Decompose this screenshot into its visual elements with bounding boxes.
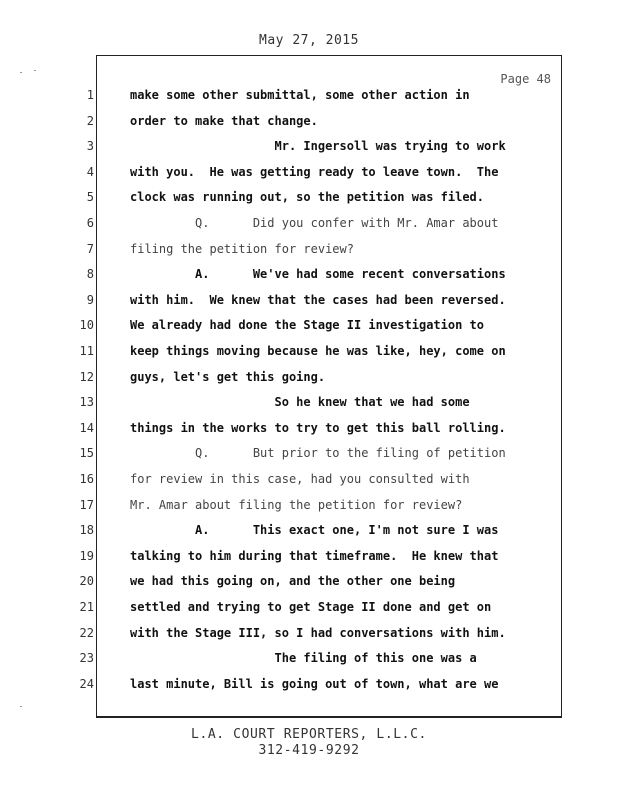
line-number: 7 (86, 241, 94, 256)
transcript-line: order to make that change. (130, 113, 318, 128)
transcript-line: Q. Did you confer with Mr. Amar about (130, 216, 499, 230)
line-number: 10 (79, 318, 94, 333)
line-number: 15 (79, 446, 94, 461)
line-number: 2 (86, 113, 94, 128)
line-number: 20 (79, 574, 94, 589)
line-number: 21 (79, 600, 94, 614)
transcript-line: things in the works to try to get this ball rolling. (130, 420, 506, 435)
transcript-line: talking to him during that timeframe. He knew that (130, 548, 499, 563)
transcript-line: with the Stage III, so I had conversations with him. (130, 625, 506, 640)
transcript-line: guys, let's get this going. (130, 369, 326, 384)
line-number: 1 (86, 88, 94, 102)
line-number: 12 (79, 369, 94, 384)
line-number: 5 (86, 190, 94, 205)
transcript-line: for review in this case, had you consulted with (130, 472, 470, 486)
transcript-line: Mr. Amar about filing the petition for review? (130, 497, 463, 512)
transcript-line: So he knew that we had some (130, 395, 470, 410)
scan-speck (20, 72, 22, 73)
line-number: 4 (86, 164, 94, 179)
line-number: 23 (79, 651, 94, 666)
line-number: 13 (79, 395, 94, 410)
transcript-line: keep things moving because he was like, hey, come on (130, 344, 506, 358)
transcript-line: last minute, Bill is going out of town, what are we (130, 676, 499, 691)
page-number: Page 48 (500, 72, 551, 86)
transcript-line: Mr. Ingersoll was trying to work (130, 139, 506, 154)
line-number: 18 (79, 523, 94, 538)
line-number: 19 (79, 548, 94, 563)
transcript-line: with you. He was getting ready to leave town. The (130, 164, 499, 179)
line-number: 16 (79, 472, 94, 486)
line-number: 14 (79, 420, 94, 435)
transcript-line: A. We've had some recent conversations (130, 267, 506, 282)
transcript-line: clock was running out, so the petition was filed. (130, 190, 485, 205)
transcript-line: filing the petition for review? (130, 241, 354, 256)
transcript-page-frame (96, 55, 562, 718)
footer-phone: 312-419-9292 (258, 743, 360, 758)
line-number: 6 (86, 216, 94, 230)
header-date: May 27, 2015 (259, 33, 359, 48)
transcript-line: settled and trying to get Stage II done and get on (130, 600, 492, 614)
line-number: 9 (86, 292, 94, 307)
transcript-line: The filing of this one was a (130, 651, 477, 666)
line-number: 22 (79, 625, 94, 640)
line-number: 17 (79, 497, 94, 512)
line-number: 11 (79, 344, 94, 358)
transcript-line: Q. But prior to the filing of petition (130, 446, 506, 461)
transcript-line: we had this going on, and the other one being (130, 574, 456, 589)
transcript-line: We already had done the Stage II investigation to (130, 318, 485, 333)
footer-company: L.A. COURT REPORTERS, L.L.C. (191, 727, 427, 742)
line-number: 3 (86, 139, 94, 154)
scan-speck (34, 70, 36, 71)
transcript-line: with him. We knew that the cases had been reversed. (130, 292, 506, 307)
scan-speck (20, 706, 22, 707)
transcript-line: make some other submittal, some other action in (130, 88, 470, 102)
line-number: 8 (86, 267, 94, 282)
transcript-line: A. This exact one, I'm not sure I was (130, 523, 499, 538)
line-number: 24 (79, 676, 94, 691)
